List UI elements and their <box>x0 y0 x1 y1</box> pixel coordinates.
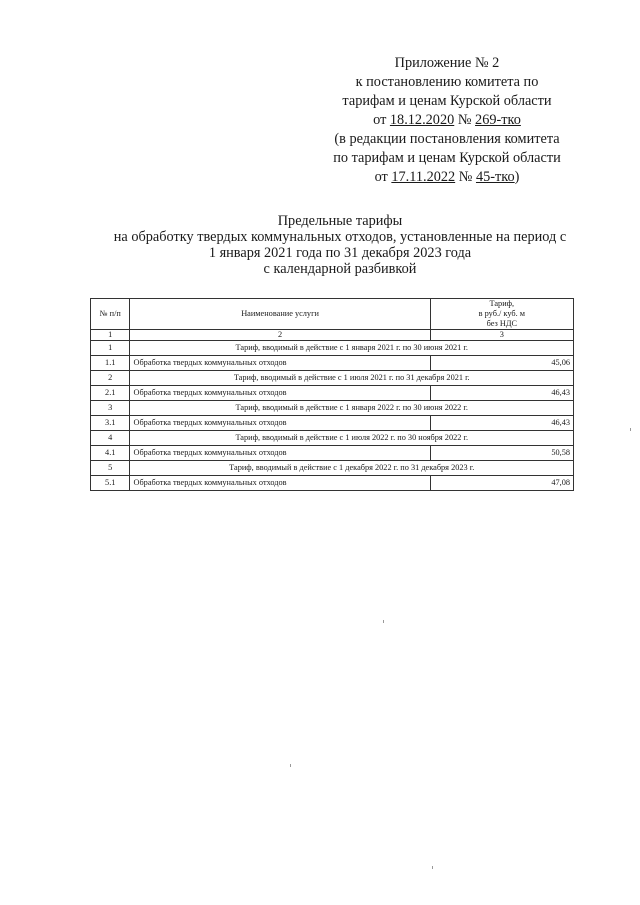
appendix-line-2: к постановлению комитета по <box>355 74 539 90</box>
header-tariff <box>430 299 573 330</box>
appendix-line-7 <box>320 168 574 187</box>
table-row <box>91 386 574 401</box>
appendix-line-3: тарифам и ценам Курской области <box>342 93 552 109</box>
appendix-from-prefix: от <box>373 112 390 128</box>
appendix-line-1: Приложение № 2 <box>394 55 500 71</box>
tariff-table <box>90 298 574 491</box>
document-title <box>40 213 640 277</box>
title-line-3: 1 января 2021 года по 31 декабря 2023 года <box>208 245 472 261</box>
title-line-2: на обработку твердых коммунальных отходов, установленные на период с <box>113 229 567 245</box>
period-number: 5 <box>91 461 130 476</box>
header-tariff-line-1: Тариф, <box>489 299 515 308</box>
item-name: Обработка твердых коммунальных отходов <box>130 476 430 491</box>
item-name: Обработка твердых коммунальных отходов <box>130 446 430 461</box>
appendix-block <box>320 54 574 187</box>
table-row <box>91 461 574 476</box>
index-cell-1: 1 <box>91 330 130 341</box>
period-label: Тариф, вводимый в действие с 1 июля 2022 г. по 30 ноября 2022 г. <box>130 431 574 446</box>
table-row <box>91 446 574 461</box>
item-tariff-value: 50,58 <box>430 446 573 461</box>
table-index-row <box>91 330 574 341</box>
scan-speck <box>290 764 291 767</box>
table-row <box>91 401 574 416</box>
item-tariff-value: 45,06 <box>430 356 573 371</box>
item-number: 2.1 <box>91 386 130 401</box>
index-cell-3: 3 <box>430 330 573 341</box>
header-tariff-line-3: без НДС <box>486 319 518 328</box>
amendment-number: 45-тко <box>475 169 515 185</box>
period-label: Тариф, вводимый в действие с 1 января 2022 г. по 30 июня 2022 г. <box>130 401 574 416</box>
amendment-from-prefix: от <box>374 169 392 185</box>
table-row <box>91 416 574 431</box>
appendix-line-5: (в редакции постановления комитета <box>334 131 560 147</box>
header-service-name: Наименование услуги <box>130 299 430 330</box>
item-name: Обработка твердых коммунальных отходов <box>130 416 430 431</box>
title-line-1: Предельные тарифы <box>277 213 403 229</box>
item-tariff-value: 46,43 <box>430 386 573 401</box>
table-header-row <box>91 299 574 330</box>
item-tariff-value: 46,43 <box>430 416 573 431</box>
resolution-number: 269-тко <box>475 112 521 128</box>
table-row <box>91 431 574 446</box>
item-name: Обработка твердых коммунальных отходов <box>130 356 430 371</box>
table-row <box>91 356 574 371</box>
item-number: 3.1 <box>91 416 130 431</box>
period-label: Тариф, вводимый в действие с 1 декабря 2022 г. по 31 декабря 2023 г. <box>130 461 574 476</box>
item-number: 5.1 <box>91 476 130 491</box>
item-name: Обработка твердых коммунальных отходов <box>130 386 430 401</box>
scan-speck <box>383 620 384 623</box>
amendment-close-paren: ) <box>514 169 520 185</box>
item-number: 1.1 <box>91 356 130 371</box>
header-number: № п/п <box>91 299 130 330</box>
table-row <box>91 341 574 356</box>
appendix-number-sign: № <box>454 112 476 128</box>
period-number: 3 <box>91 401 130 416</box>
period-number: 2 <box>91 371 130 386</box>
period-label: Тариф, вводимый в действие с 1 января 2021 г. по 30 июня 2021 г. <box>130 341 574 356</box>
header-tariff-line-2: в руб./ куб. м <box>478 309 525 318</box>
amendment-date: 17.11.2022 <box>391 169 456 185</box>
period-label: Тариф, вводимый в действие с 1 июля 2021 г. по 31 декабря 2021 г. <box>130 371 574 386</box>
appendix-line-6: по тарифам и ценам Курской области <box>333 150 561 166</box>
item-tariff-value: 47,08 <box>430 476 573 491</box>
period-number: 1 <box>91 341 130 356</box>
title-line-4: с календарной разбивкой <box>263 261 417 277</box>
amendment-number-sign: № <box>455 169 476 185</box>
table-row <box>91 371 574 386</box>
scan-speck <box>432 866 433 869</box>
scan-speck <box>630 428 631 431</box>
resolution-date: 18.12.2020 <box>389 112 455 128</box>
item-number: 4.1 <box>91 446 130 461</box>
table-row <box>91 476 574 491</box>
period-number: 4 <box>91 431 130 446</box>
appendix-line-4 <box>320 111 574 130</box>
index-cell-2: 2 <box>130 330 430 341</box>
